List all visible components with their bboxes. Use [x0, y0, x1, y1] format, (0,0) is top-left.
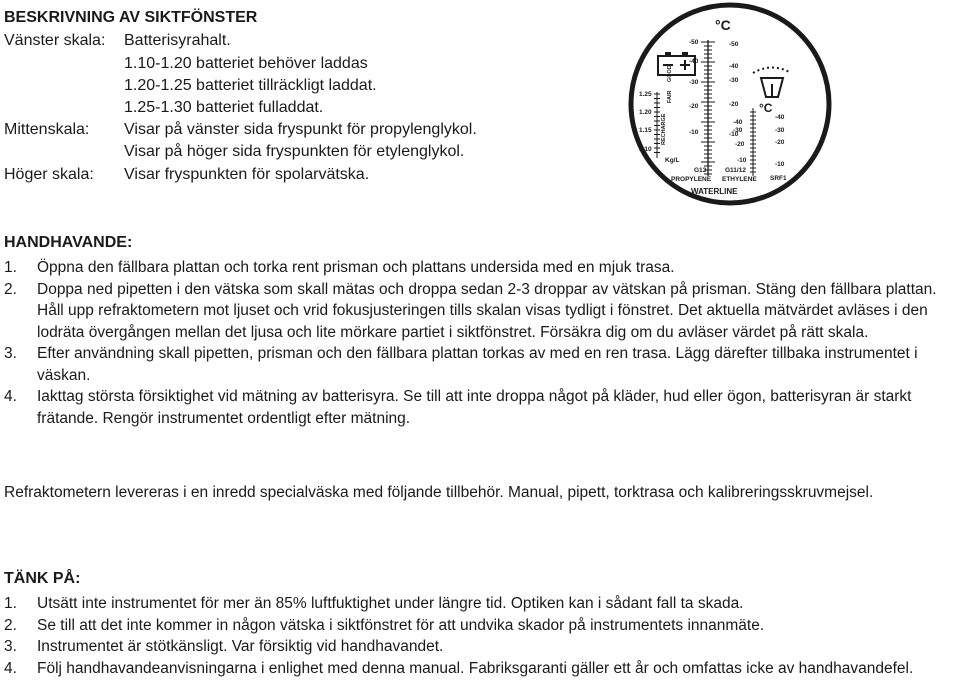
left-scale-label: Vänster skala: [4, 32, 106, 49]
step-text: Efter användning skall pipetten, prisman och den fällbara plattan torkas av med en ren trasa. Lägg därefter tillbaka instrumentet i väskan. [37, 345, 918, 384]
step-number: 4. [4, 388, 17, 405]
battery-line: 1.25-1.30 batteriet fulladdat. [124, 99, 324, 116]
propylene-tick-label: -30 [689, 79, 699, 86]
note-text: Se till att det inte kommer in någon vätska i siktfönstret för att undvika skador på instrumentets innanmäte. [37, 616, 765, 634]
handling-title: HANDHAVANDE: [4, 234, 133, 251]
handling-steps [4, 257, 954, 429]
handling-step [4, 386, 954, 429]
sight-window-diagram [625, 0, 835, 222]
windshield-icon [753, 68, 791, 98]
propylene-tick-label: -20 [689, 103, 699, 110]
ethylene-tick-label: -40 [729, 63, 739, 70]
ethylene-tick-label: -30 [729, 77, 739, 84]
battery-tick-label: 1.25 [639, 91, 652, 98]
celsius-right-label: °C [759, 101, 773, 115]
note-number: 1. [4, 595, 17, 612]
step-number: 1. [4, 259, 17, 276]
ethylene-tick-label: -40 [733, 119, 743, 126]
battery-line: 1.20-1.25 batteriet tillräckligt laddat. [124, 77, 377, 94]
propylene-tick-label: -50 [689, 39, 699, 46]
good-label: GOOD [667, 65, 673, 82]
note-text: Utsätt inte instrumentet för mer än 85% luftfuktighet under längre tid. Optiken kan i sådant fall ta skada. [37, 595, 744, 612]
note-number: 3. [4, 638, 17, 655]
propylene-tick-label: -40 [689, 58, 699, 65]
middle-scale-label: Mittenskala: [4, 121, 90, 138]
handling-step [4, 257, 954, 279]
step-number: 2. [4, 280, 17, 298]
srf-tick-label: -40 [775, 114, 785, 121]
note-item [4, 658, 954, 680]
description-title: BESKRIVNING AV SIKTFÖNSTER [4, 9, 258, 26]
ethylene-tick-label: -10 [729, 131, 739, 138]
waterline-label: WATERLINE [691, 187, 738, 196]
ethylene-tick-label: -50 [729, 41, 739, 48]
ethylene-tick-label: -20 [735, 141, 745, 148]
step-number: 3. [4, 345, 17, 362]
note-list [4, 593, 954, 679]
middle-scale-line: Visar på höger sida fryspunkten för etylenglykol. [124, 143, 465, 160]
step-text: Öppna den fällbara plattan och torka rent prisman och plattans undersida med en mjuk trasa. [37, 259, 675, 276]
step-text: Doppa ned pipetten i den vätska som skall mätas och droppa sedan 2-3 droppar av vätskan på prisman. Stäng den fällbara plattan. Håll upp refraktometern mot ljuset och vrid fokusjusteringen tills skalan visas tydligt i fönstret. Det aktuella mätvärdet avläses i den lodräta övergången mellan det ljusa och lite mörkare partiet i siktfönstret. Försäkra dig om du avläser värdet på rätt skala. [37, 280, 937, 341]
battery-unit-label: Kg/L [665, 157, 680, 164]
propylene-label: PROPYLENE [671, 176, 712, 183]
note-text: Följ handhavandeanvisningarna i enlighet med denna manual. Fabriksgaranti gäller ett år och omfattas icke av handhavandefel. [37, 659, 914, 677]
ethylene-tick-label: -20 [729, 101, 739, 108]
propylene-tick-label: -10 [689, 129, 699, 136]
handling-step [4, 279, 954, 344]
note-title: TÄNK PÅ: [4, 570, 81, 587]
battery-tick-label: 1.10 [639, 146, 652, 153]
right-scale-label: Höger skala: [4, 166, 94, 183]
g13-label: G13 [694, 167, 707, 174]
note-item [4, 615, 954, 637]
ethylene-tick-label: -10 [737, 157, 747, 164]
handling-step [4, 343, 954, 386]
note-item [4, 593, 954, 615]
ethylene-tick-label: -30 [733, 127, 743, 134]
celsius-top-label: °C [715, 17, 731, 33]
note-item [4, 636, 954, 658]
g1112-label: G11/12 [725, 167, 746, 174]
srf-tick-label: -30 [775, 127, 785, 134]
left-scale-text: Batterisyrahalt. [124, 32, 231, 49]
battery-tick-label: 1.20 [639, 109, 652, 116]
srf1-label: SRF1 [770, 175, 787, 182]
step-text: Iakttag största försiktighet vid mätning av batterisyra. Se till att inte droppa något på kläder, hud eller ögon, batterisyran är starkt frätande. Rengör instrumentet ordentligt efter mätning. [37, 388, 912, 427]
srf-tick-label: -10 [775, 161, 785, 168]
ethylene-label: ETHYLENE [722, 176, 757, 183]
note-number: 4. [4, 659, 17, 677]
accessories-text: Refraktometern levereras i en inredd specialväska med följande tillbehör. Manual, pipett, torktrasa och kalibreringsskruvmejsel. [4, 484, 874, 501]
note-text: Instrumentet är stötkänsligt. Var försiktig vid handhavandet. [37, 638, 444, 655]
srf-tick-label: -20 [775, 139, 785, 146]
middle-scale-line: Visar på vänster sida fryspunkt för propylenglykol. [124, 121, 477, 138]
battery-line: 1.10-1.20 batteriet behöver laddas [124, 55, 368, 72]
fair-label: FAIR [667, 90, 673, 103]
recharge-label: RECHARGE [661, 113, 667, 145]
right-scale-text: Visar fryspunkten för spolarvätska. [124, 166, 370, 183]
battery-tick-label: 1.15 [639, 127, 652, 134]
note-number: 2. [4, 616, 17, 634]
